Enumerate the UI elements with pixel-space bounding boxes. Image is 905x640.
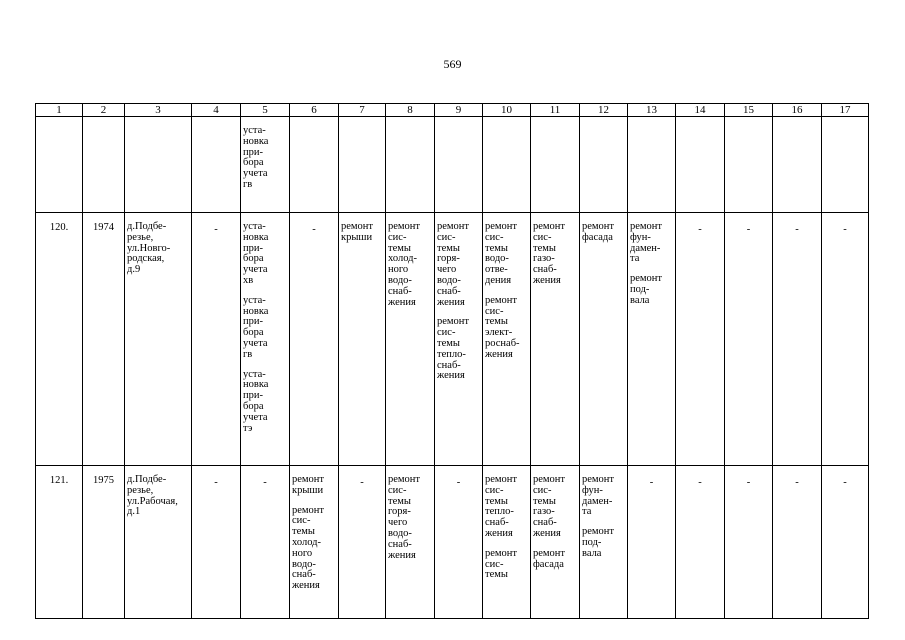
table-cell <box>435 466 483 619</box>
cell-item <box>194 478 238 489</box>
column-number-17: 17 <box>822 104 869 117</box>
table-cell <box>125 117 192 213</box>
table-row <box>36 117 869 213</box>
cell-text: снаб- <box>533 517 557 529</box>
cell-text: бора <box>243 327 264 339</box>
table-cell <box>725 117 773 213</box>
table-cell <box>386 213 435 466</box>
column-number-5: 5 <box>241 104 290 117</box>
cell-text: крыши <box>341 231 373 243</box>
cell-text: ул.Рабочая, <box>127 495 178 507</box>
cell-text: водо- <box>388 274 412 286</box>
cell-text: - <box>214 224 218 235</box>
cell-text: отве- <box>485 264 508 276</box>
cell-text: жения <box>485 527 513 539</box>
cell-text: дамен- <box>630 242 661 254</box>
cell-item <box>582 475 625 518</box>
cell-text: - <box>312 224 316 235</box>
cell-text: ремонт <box>437 221 470 232</box>
cell-item <box>388 222 432 308</box>
column-number-10: 10 <box>483 104 531 117</box>
table-cell <box>580 466 628 619</box>
table-cell <box>676 213 725 466</box>
cell-text: ремонт <box>485 221 518 232</box>
cell-text: - <box>456 477 461 488</box>
cell-item <box>243 222 287 287</box>
column-number-8: 8 <box>386 104 435 117</box>
cell-text: темы <box>485 316 508 328</box>
cell-text: - <box>843 224 847 235</box>
table-cell <box>339 466 386 619</box>
cell-text: ремонт <box>485 547 518 559</box>
cell-item <box>727 225 770 236</box>
cell-item <box>533 549 577 571</box>
cell-item <box>127 475 189 518</box>
cell-text: ремонт <box>533 474 566 485</box>
cell-text: сис- <box>485 558 504 570</box>
cell-text: фасада <box>533 558 564 570</box>
cell-text: д.9 <box>127 264 141 276</box>
cell-text: под- <box>582 536 602 548</box>
table-cell <box>125 213 192 466</box>
table-cell <box>83 117 125 213</box>
cell-item <box>678 478 722 489</box>
cell-text: ремонт <box>630 273 663 285</box>
cell-text: гв <box>243 348 253 360</box>
cell-text: темы <box>485 569 508 581</box>
cell-text: - <box>214 477 218 488</box>
cell-text: д.1 <box>127 506 141 518</box>
table-cell <box>125 466 192 619</box>
cell-text: при- <box>243 316 263 328</box>
cell-text: - <box>263 477 267 488</box>
cell-text: 121. <box>49 475 69 486</box>
cell-text: жения <box>388 549 416 561</box>
cell-item <box>292 475 336 497</box>
cell-text: при- <box>243 242 263 254</box>
cell-text: дения <box>485 274 512 286</box>
column-number-1: 1 <box>36 104 83 117</box>
table-cell <box>192 117 241 213</box>
column-number-16: 16 <box>773 104 822 117</box>
cell-text: водо- <box>292 558 316 570</box>
cell-text: жения <box>292 580 320 592</box>
cell-item <box>630 222 673 265</box>
cell-text: снаб- <box>485 517 509 529</box>
cell-item <box>824 478 866 489</box>
table-cell <box>725 466 773 619</box>
column-number-7: 7 <box>339 104 386 117</box>
table-cell <box>531 117 580 213</box>
table-cell <box>36 213 83 466</box>
table-cell <box>386 117 435 213</box>
table-cell <box>290 466 339 619</box>
table-cell <box>676 117 725 213</box>
cell-text: уста- <box>243 125 266 136</box>
table-cell <box>580 117 628 213</box>
cell-text: чего <box>437 264 457 276</box>
cell-text: темы <box>533 242 556 254</box>
cell-text: вала <box>582 547 602 559</box>
cell-item <box>38 476 80 487</box>
cell-text: элект- <box>485 327 513 339</box>
cell-text: жения <box>533 274 561 286</box>
cell-text: 1975 <box>93 475 114 486</box>
cell-text: уста- <box>243 221 266 232</box>
column-number-2: 2 <box>83 104 125 117</box>
cell-text: ремонт <box>292 474 325 485</box>
cell-item <box>485 475 528 540</box>
cell-text: ремонт <box>388 474 421 485</box>
cell-item <box>533 475 577 540</box>
table-cell <box>192 213 241 466</box>
cell-text: ремонт <box>582 526 615 538</box>
cell-text: новка <box>243 379 269 391</box>
cell-text: резье, <box>127 484 154 496</box>
cell-text: водо- <box>485 253 509 265</box>
cell-text: под- <box>630 283 650 295</box>
cell-item <box>437 317 480 382</box>
cell-item <box>437 222 480 308</box>
table-cell <box>192 466 241 619</box>
cell-text: темы <box>437 242 460 254</box>
cell-text: 120. <box>49 222 69 233</box>
cell-item <box>582 222 625 244</box>
cell-text: - <box>795 224 799 235</box>
cell-text: новка <box>243 135 269 147</box>
cell-item <box>341 478 383 489</box>
cell-text: фун- <box>630 231 651 243</box>
cell-text: уста- <box>243 294 266 306</box>
table-cell <box>822 213 869 466</box>
cell-text: учета <box>243 264 268 276</box>
table-cell <box>531 213 580 466</box>
cell-item <box>630 478 673 489</box>
cell-text: сис- <box>388 484 407 496</box>
cell-item <box>485 549 528 581</box>
cell-text: сис- <box>533 484 552 496</box>
cell-item <box>678 225 722 236</box>
table-cell <box>628 213 676 466</box>
table-cell <box>290 117 339 213</box>
repair-register-table <box>35 103 869 619</box>
table-cell <box>773 466 822 619</box>
cell-text: резье, <box>127 231 154 243</box>
cell-text: тепло- <box>437 348 466 360</box>
column-number-12: 12 <box>580 104 628 117</box>
table-cell <box>241 213 290 466</box>
cell-text: ремонт <box>485 294 518 306</box>
table-cell <box>339 213 386 466</box>
table-cell <box>36 466 83 619</box>
cell-text: темы <box>388 495 411 507</box>
cell-item <box>630 274 673 306</box>
cell-text: д.Подбе- <box>127 221 167 232</box>
cell-text: та <box>582 506 592 518</box>
column-number-4: 4 <box>192 104 241 117</box>
cell-text: темы <box>485 495 508 507</box>
cell-text: газо- <box>533 506 555 518</box>
cell-text: при- <box>243 146 263 158</box>
cell-text: бора <box>243 400 264 412</box>
table-cell <box>83 466 125 619</box>
cell-text: - <box>746 477 751 488</box>
table-cell <box>676 466 725 619</box>
cell-text: жения <box>533 527 561 539</box>
table-cell <box>435 213 483 466</box>
cell-text: родская, <box>127 253 165 265</box>
column-number-13: 13 <box>628 104 676 117</box>
table-cell <box>628 466 676 619</box>
table-cell <box>290 213 339 466</box>
cell-item <box>824 225 866 236</box>
cell-text: жения <box>388 296 416 308</box>
cell-item <box>341 222 383 244</box>
cell-text: жения <box>485 348 513 360</box>
cell-text: ремонт <box>533 547 566 559</box>
cell-item <box>243 126 287 191</box>
cell-text: роснаб- <box>485 337 520 349</box>
table-cell <box>531 466 580 619</box>
table-cell <box>386 466 435 619</box>
cell-text: учета <box>243 337 268 349</box>
cell-text: - <box>843 477 847 488</box>
column-number-row <box>36 104 869 117</box>
table-cell <box>339 117 386 213</box>
cell-text: ного <box>292 547 313 559</box>
cell-text: гв <box>243 178 253 190</box>
table-cell <box>580 213 628 466</box>
cell-item <box>727 478 770 489</box>
cell-item <box>85 223 122 234</box>
cell-text: темы <box>292 526 315 538</box>
cell-text: водо- <box>437 274 461 286</box>
table-cell <box>628 117 676 213</box>
table-row <box>36 213 869 466</box>
cell-item <box>194 225 238 236</box>
cell-text: горя- <box>437 253 460 265</box>
page-number: 569 <box>443 57 462 71</box>
cell-text: тэ <box>243 422 253 434</box>
column-number-6: 6 <box>290 104 339 117</box>
cell-text: ремонт <box>630 221 663 232</box>
table-cell <box>435 117 483 213</box>
column-number-11: 11 <box>531 104 580 117</box>
cell-text: ремонт <box>388 221 421 232</box>
cell-text: водо- <box>388 527 412 539</box>
cell-text: - <box>746 224 751 235</box>
cell-text: холод- <box>388 253 417 265</box>
cell-text: ремонт <box>582 221 615 232</box>
cell-text: сис- <box>437 327 456 339</box>
cell-text: жения <box>437 296 465 308</box>
cell-text: ремонт <box>485 474 518 485</box>
cell-item <box>485 222 528 287</box>
cell-item <box>437 478 480 489</box>
cell-text: сис- <box>485 231 504 243</box>
table-cell <box>241 466 290 619</box>
cell-text: сис- <box>292 515 311 527</box>
cell-text: вала <box>630 294 650 306</box>
cell-text: дамен- <box>582 495 613 507</box>
cell-text: сис- <box>485 305 504 317</box>
cell-text: снаб- <box>437 285 461 297</box>
cell-item <box>243 478 287 489</box>
cell-text: газо- <box>533 253 555 265</box>
cell-text: ремонт <box>437 316 470 328</box>
cell-text: учета <box>243 168 268 180</box>
cell-text: сис- <box>485 484 504 496</box>
cell-item <box>775 478 819 489</box>
cell-item <box>292 506 336 592</box>
cell-text: - <box>795 477 799 488</box>
cell-text: фасада <box>582 231 613 243</box>
cell-text: ремонт <box>582 474 615 485</box>
table-cell <box>773 117 822 213</box>
cell-item <box>582 527 625 559</box>
cell-text: темы <box>485 242 508 254</box>
cell-text: бора <box>243 253 264 265</box>
cell-text: ул.Новго- <box>127 242 171 254</box>
table-cell <box>483 466 531 619</box>
cell-text: ремонт <box>292 504 325 516</box>
cell-text: ремонт <box>341 221 374 232</box>
table-cell <box>83 213 125 466</box>
table-cell <box>483 213 531 466</box>
cell-text: снаб- <box>388 285 412 297</box>
cell-text: сис- <box>388 231 407 243</box>
cell-text: - <box>649 477 654 488</box>
cell-text: новка <box>243 305 269 317</box>
cell-text: темы <box>437 337 460 349</box>
cell-text: при- <box>243 390 263 402</box>
cell-item <box>388 475 432 561</box>
cell-text: чего <box>388 517 408 529</box>
table-cell <box>773 213 822 466</box>
cell-text: снаб- <box>533 264 557 276</box>
cell-item <box>485 296 528 361</box>
cell-text: д.Подбе- <box>127 474 167 485</box>
cell-text: учета <box>243 411 268 423</box>
cell-text: холод- <box>292 536 321 548</box>
column-number-9: 9 <box>435 104 483 117</box>
cell-text: горя- <box>388 506 411 518</box>
cell-text: - <box>360 477 364 488</box>
cell-item <box>85 476 122 487</box>
cell-text: бора <box>243 157 264 169</box>
cell-item <box>243 296 287 361</box>
table-row <box>36 466 869 619</box>
cell-text: снаб- <box>437 359 461 371</box>
cell-text: фун- <box>582 484 603 496</box>
cell-item <box>533 222 577 287</box>
cell-text: снаб- <box>388 538 412 550</box>
cell-text: та <box>630 253 640 265</box>
cell-text: снаб- <box>292 569 316 581</box>
cell-text: - <box>698 224 702 235</box>
table-cell <box>725 213 773 466</box>
column-number-14: 14 <box>676 104 725 117</box>
cell-text: хв <box>243 274 254 286</box>
cell-text: сис- <box>533 231 552 243</box>
cell-text: уста- <box>243 368 266 380</box>
cell-text: тепло- <box>485 506 514 518</box>
cell-text: жения <box>437 370 465 382</box>
cell-text: ного <box>388 264 409 276</box>
table-cell <box>483 117 531 213</box>
column-number-3: 3 <box>125 104 192 117</box>
cell-item <box>127 222 189 276</box>
cell-text: крыши <box>292 484 324 496</box>
cell-text: сис- <box>437 231 456 243</box>
cell-item <box>38 223 80 234</box>
cell-text: темы <box>388 242 411 254</box>
table-cell <box>822 117 869 213</box>
column-number-15: 15 <box>725 104 773 117</box>
cell-item <box>775 225 819 236</box>
cell-text: 1974 <box>93 222 114 233</box>
cell-text: ремонт <box>533 221 566 232</box>
cell-item <box>292 225 336 236</box>
table-cell <box>822 466 869 619</box>
cell-text: новка <box>243 231 269 243</box>
table-cell <box>36 117 83 213</box>
cell-text: темы <box>533 495 556 507</box>
cell-item <box>243 370 287 435</box>
cell-text: - <box>698 477 702 488</box>
table-cell <box>241 117 290 213</box>
